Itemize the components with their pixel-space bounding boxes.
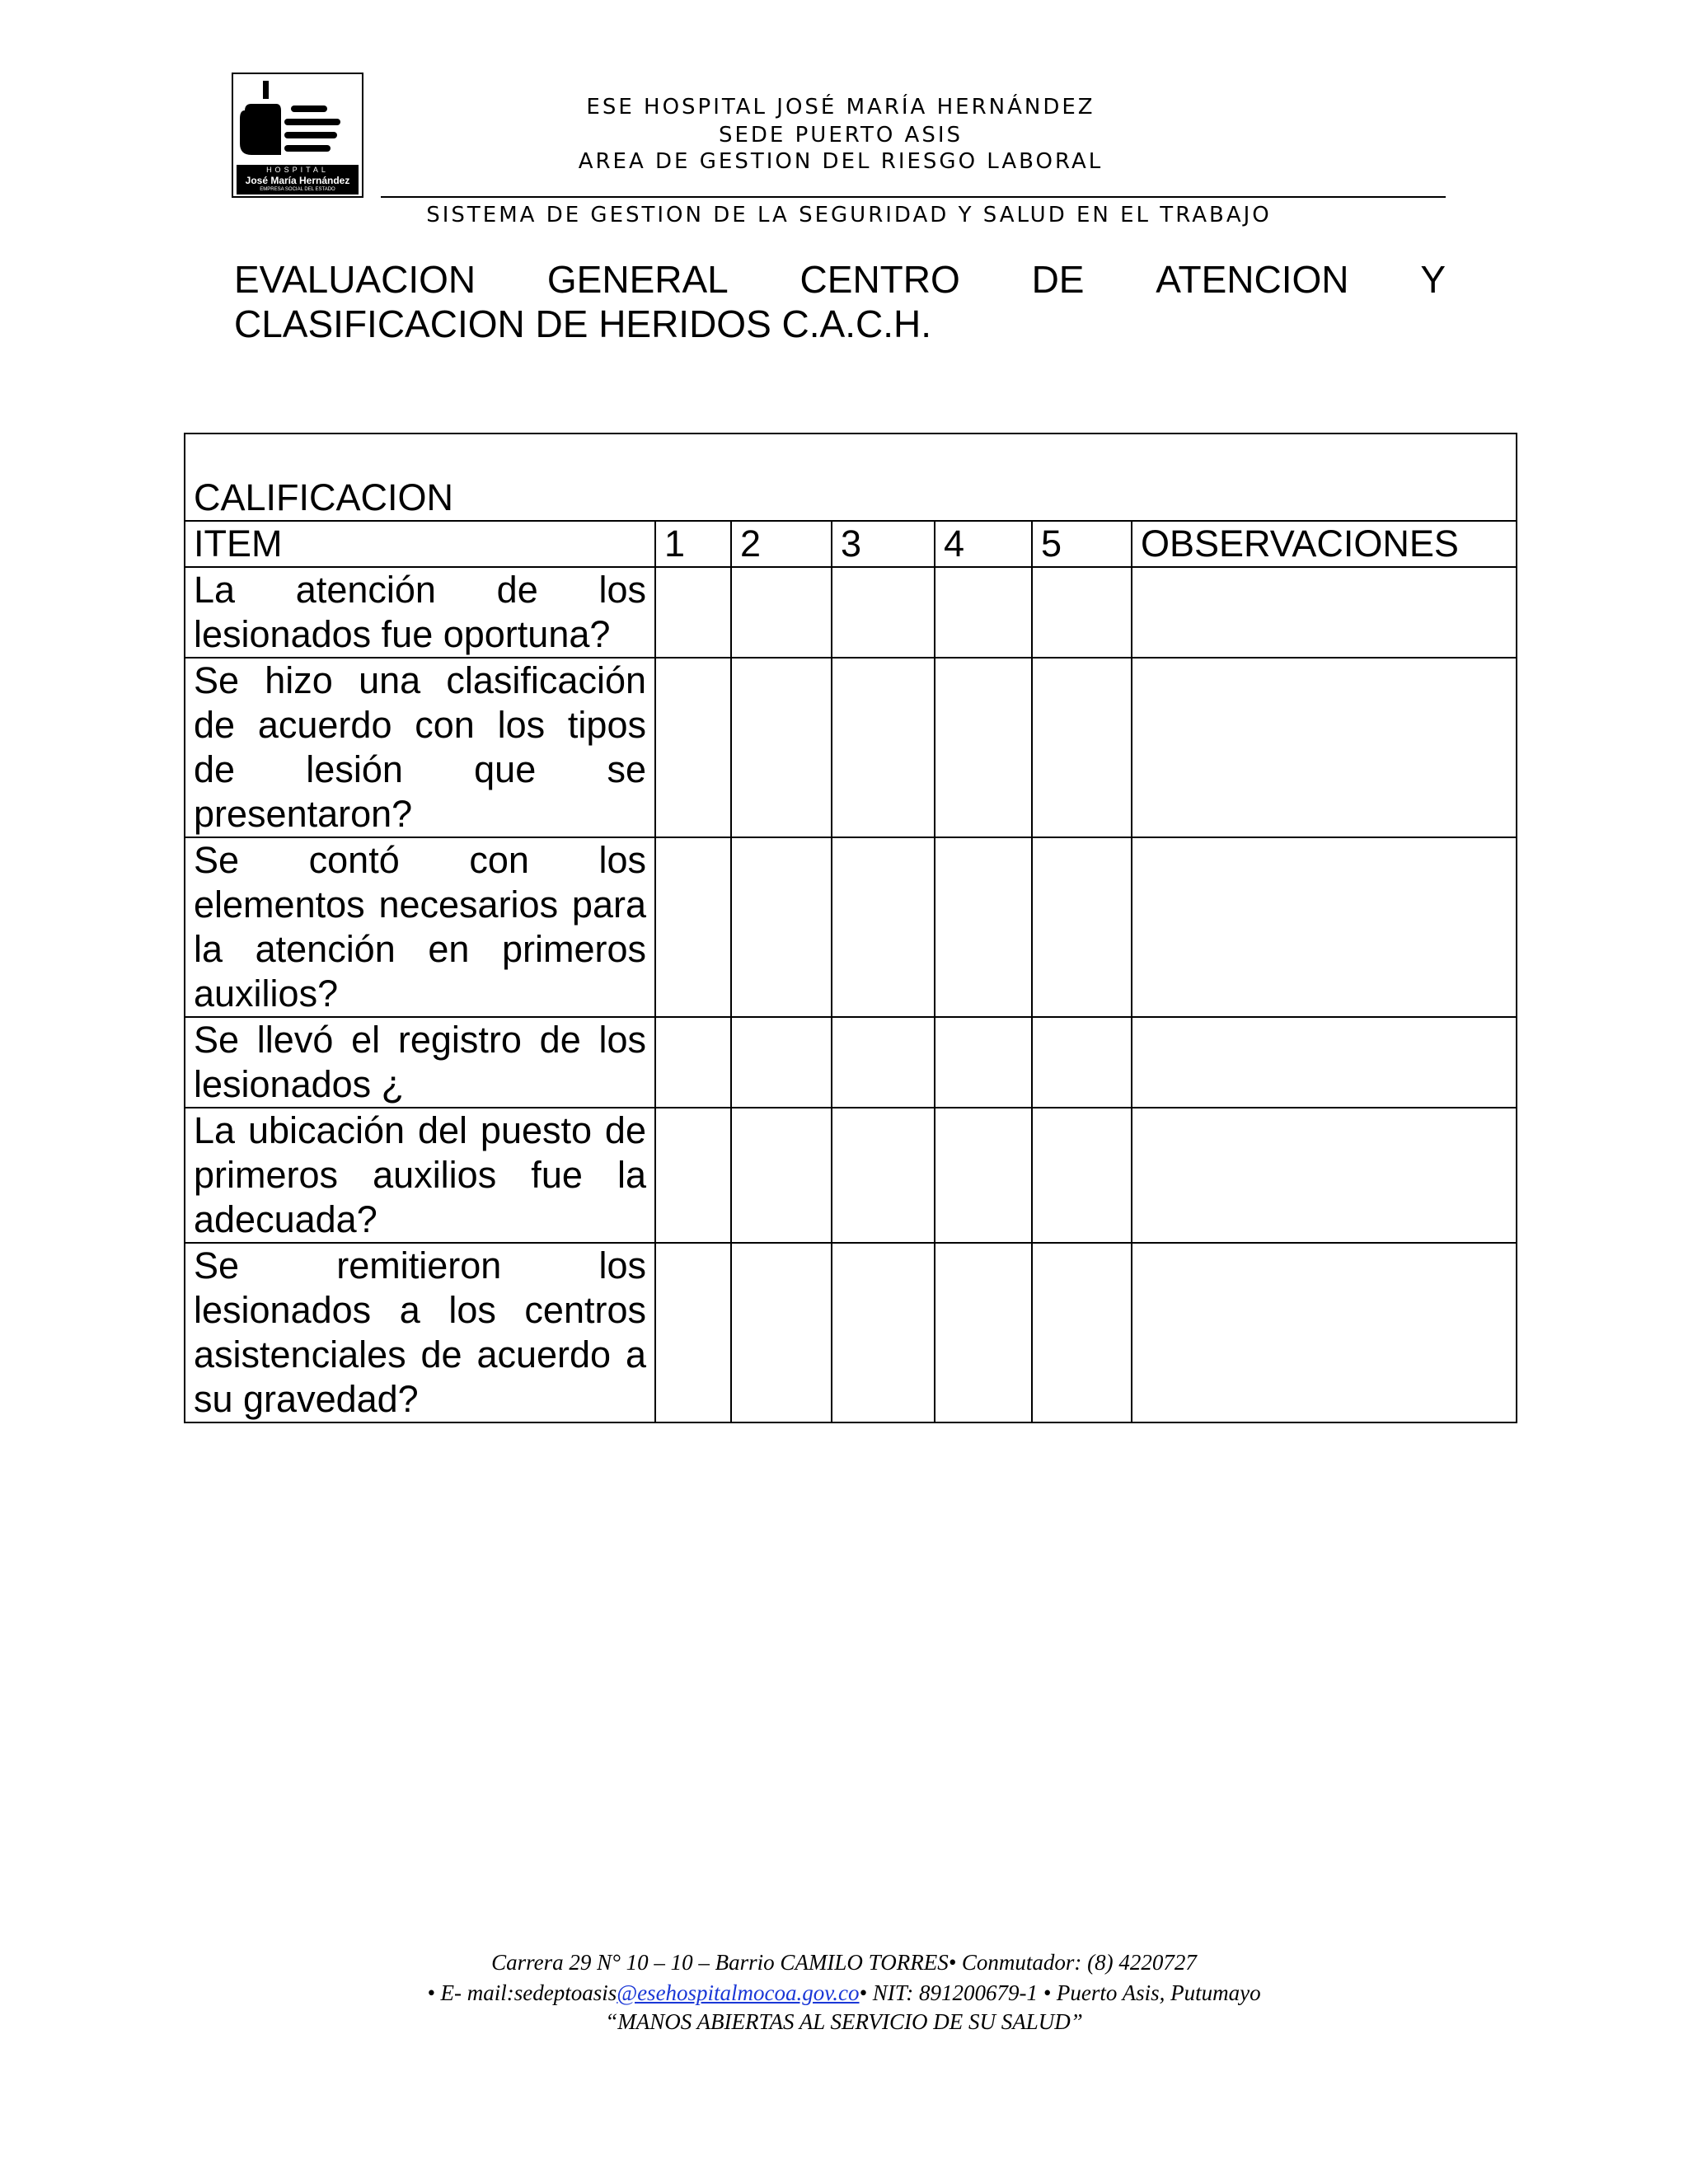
title-line-2: CLASIFICACION DE HERIDOS C.A.C.H. (234, 302, 932, 345)
hospital-logo (232, 73, 363, 198)
footer-nit: • NIT: 891200679-1 • Puerto Asis, Putumayo (859, 1980, 1261, 2005)
item-question: Se llevó el registro de los lesionados ¿ (185, 1017, 655, 1108)
rating-cell-3[interactable] (832, 837, 935, 1017)
column-header-row (185, 521, 1517, 567)
footer-address: Carrera 29 N° 10 – 10 – Barrio CAMILO TORRES• Conmutador: (8) 4220727 (491, 1950, 1197, 1975)
rating-cell-3[interactable] (832, 1108, 935, 1243)
rating-cell-5[interactable] (1032, 1017, 1132, 1108)
footer-email-prefix: • E- mail:sedeptoasis (427, 1980, 617, 2005)
rating-cell-4[interactable] (935, 837, 1032, 1017)
rating-cell-1[interactable] (655, 1243, 731, 1422)
column-header-item: ITEM (185, 521, 655, 567)
rating-cell-3[interactable] (832, 1017, 935, 1108)
rating-cell-1[interactable] (655, 1108, 731, 1243)
item-question: Se remitieron los lesionados a los centros asistenciales de acuerdo a su gravedad? (185, 1243, 655, 1422)
observaciones-cell[interactable] (1132, 567, 1517, 658)
rating-cell-5[interactable] (1032, 1108, 1132, 1243)
title-word: Y (1420, 258, 1446, 301)
rating-cell-4[interactable] (935, 1108, 1032, 1243)
item-question: La atención de los lesionados fue oportuna? (185, 567, 655, 658)
observaciones-cell[interactable] (1132, 1017, 1517, 1108)
column-header-4: 4 (935, 521, 1032, 567)
column-header-observaciones: OBSERVACIONES (1132, 521, 1517, 567)
column-header-5: 5 (1032, 521, 1132, 567)
header-sede: SEDE PUERTO ASIS (718, 123, 964, 148)
title-word: EVALUACION (234, 258, 476, 301)
logo-text-name: José María Hernández (245, 175, 350, 186)
footer-email-link[interactable]: @esehospitalmocoa.gov.co (617, 1980, 860, 2005)
table-row (185, 1243, 1517, 1422)
rating-cell-2[interactable] (731, 1108, 832, 1243)
footer-slogan: “MANOS ABIERTAS AL SERVICIO DE SU SALUD” (605, 2009, 1083, 2034)
calificacion-row (185, 434, 1517, 521)
logo-band (237, 165, 359, 194)
footer-contact (0, 1982, 1688, 2004)
rating-cell-1[interactable] (655, 658, 731, 837)
header-system: SISTEMA DE GESTION DE LA SEGURIDAD Y SALUD EN EL TRABAJO (426, 203, 1272, 227)
header-hospital-name: ESE HOSPITAL JOSÉ MARÍA HERNÁNDEZ (586, 95, 1095, 120)
title-word: DE (1031, 258, 1085, 301)
rating-cell-1[interactable] (655, 567, 731, 658)
rating-cell-2[interactable] (731, 1243, 832, 1422)
header-area: AREA DE GESTION DEL RIESGO LABORAL (578, 149, 1104, 174)
column-header-3: 3 (832, 521, 935, 567)
item-question: Se contó con los elementos necesarios para la atención en primeros auxilios? (185, 837, 655, 1017)
rating-cell-2[interactable] (731, 658, 832, 837)
rating-cell-2[interactable] (731, 1017, 832, 1108)
table-row (185, 1017, 1517, 1108)
rating-cell-4[interactable] (935, 1243, 1032, 1422)
rating-cell-3[interactable] (832, 658, 935, 837)
rating-cell-5[interactable] (1032, 837, 1132, 1017)
calificacion-header: CALIFICACION (185, 434, 1517, 521)
title-line-1 (234, 257, 1446, 302)
rating-cell-4[interactable] (935, 567, 1032, 658)
rating-cell-4[interactable] (935, 658, 1032, 837)
table-row (185, 658, 1517, 837)
table-row (185, 837, 1517, 1017)
hand-logo-icon (233, 74, 362, 165)
logo-text-hospital: HOSPITAL (266, 166, 329, 174)
header-divider (381, 196, 1446, 198)
column-header-2: 2 (731, 521, 832, 567)
title-word: ATENCION (1156, 258, 1349, 301)
item-question: La ubicación del puesto de primeros auxilios fue la adecuada? (185, 1108, 655, 1243)
table-row (185, 1108, 1517, 1243)
observaciones-cell[interactable] (1132, 658, 1517, 837)
rating-cell-1[interactable] (655, 1017, 731, 1108)
rating-cell-4[interactable] (935, 1017, 1032, 1108)
rating-cell-5[interactable] (1032, 567, 1132, 658)
document-title (234, 257, 1446, 346)
table-row (185, 567, 1517, 658)
item-question: Se hizo una clasificación de acuerdo con los tipos de lesión que se presentaron? (185, 658, 655, 837)
rating-cell-2[interactable] (731, 567, 832, 658)
observaciones-cell[interactable] (1132, 1108, 1517, 1243)
rating-cell-1[interactable] (655, 837, 731, 1017)
evaluation-table (184, 433, 1517, 1423)
observaciones-cell[interactable] (1132, 1243, 1517, 1422)
observaciones-cell[interactable] (1132, 837, 1517, 1017)
rating-cell-3[interactable] (832, 567, 935, 658)
logo-text-tagline: EMPRESA SOCIAL DEL ESTADO (260, 187, 335, 192)
rating-cell-5[interactable] (1032, 1243, 1132, 1422)
rating-cell-5[interactable] (1032, 658, 1132, 837)
rating-cell-3[interactable] (832, 1243, 935, 1422)
title-word: GENERAL (546, 258, 729, 301)
title-word: CENTRO (799, 258, 960, 301)
column-header-1: 1 (655, 521, 731, 567)
rating-cell-2[interactable] (731, 837, 832, 1017)
